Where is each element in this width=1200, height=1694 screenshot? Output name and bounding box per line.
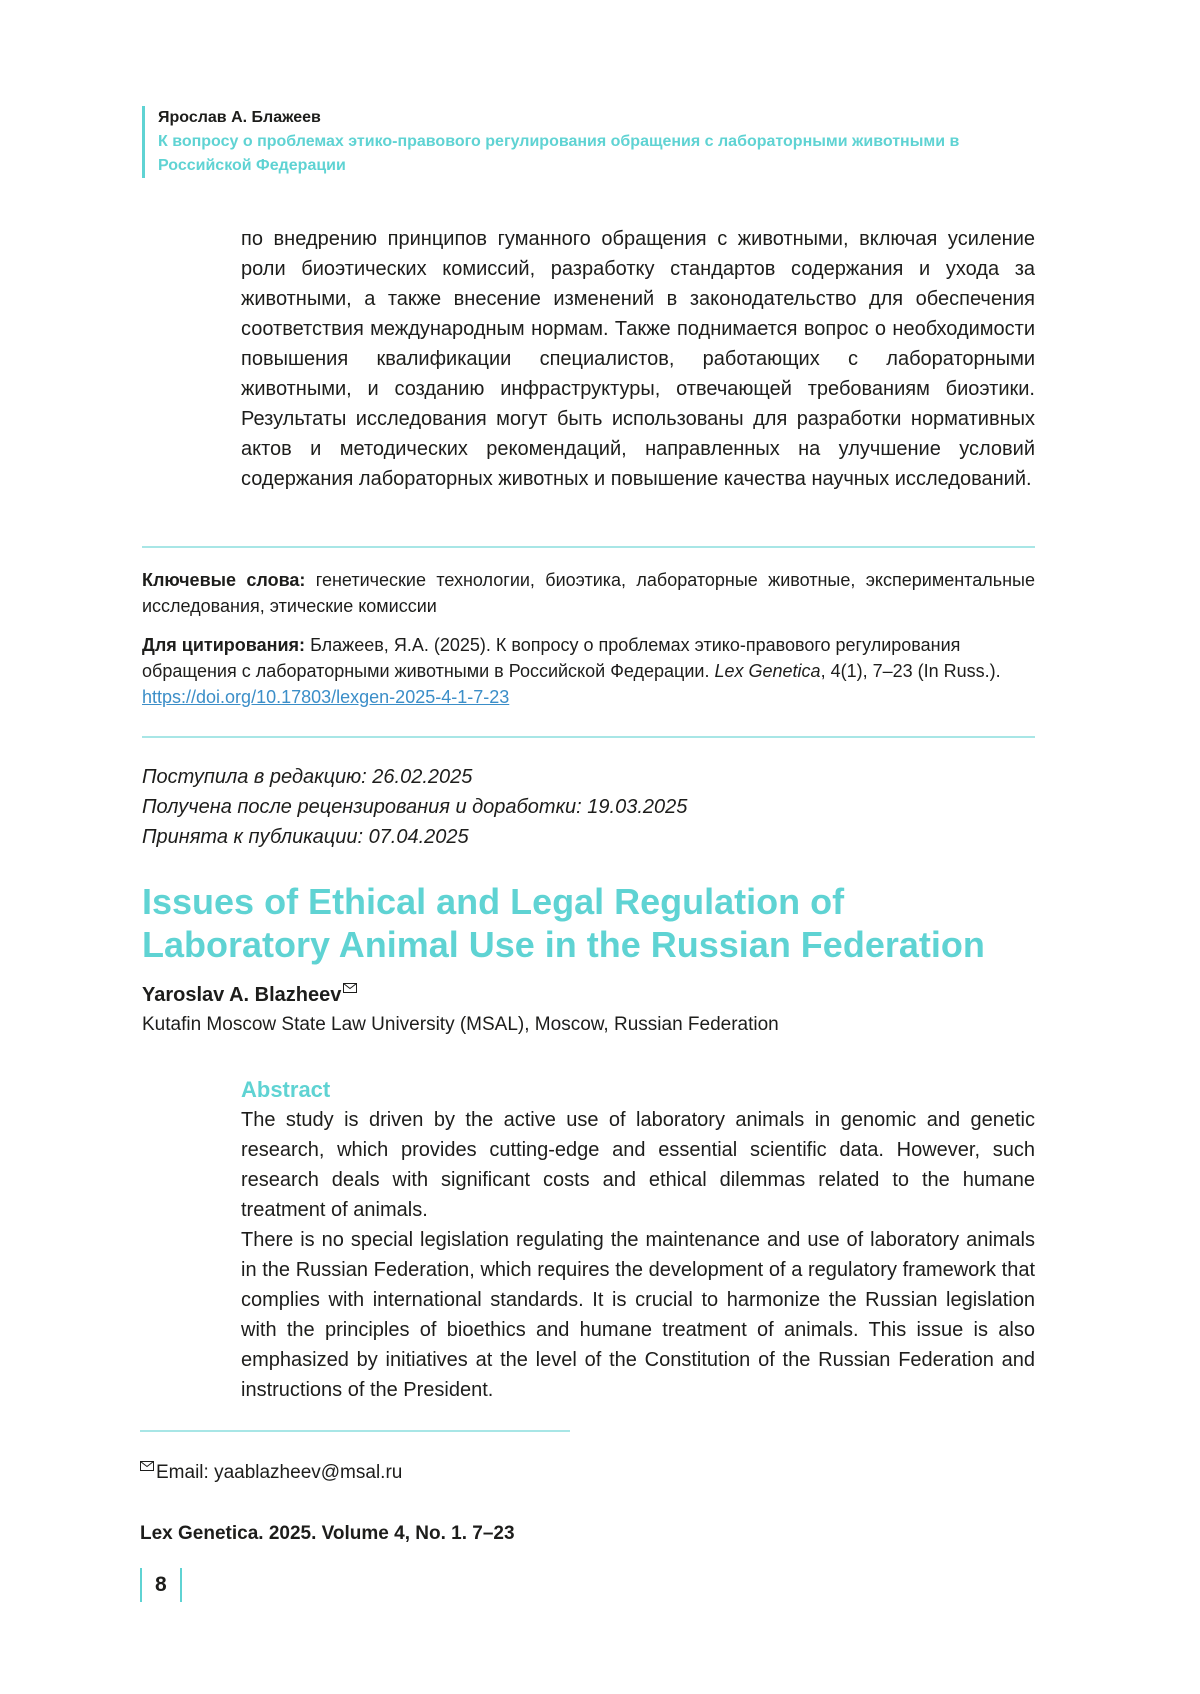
section-divider bbox=[142, 546, 1035, 548]
abstract-ru-continuation: по внедрению принципов гуманного обращения с животными, включая усиление роли биоэтических комиссий, разработку стандартов содержания и ухода за животными, а также внесение изменений в законодательство для обеспечения соответствия международным нормам. Также поднимается вопрос о необходимости повышения квалификации специалистов, работающих с лабораторными животными, и созданию инфраструктуры, отвечающей требованиям биоэтики. Результаты исследования могут быть использованы для разработки нормативных актов и методических рекомендаций, направленных на улучшение условий содержания лабораторных животных и повышение качества научных исследований. bbox=[241, 228, 1035, 490]
author-name: Yaroslav A. Blazheev bbox=[142, 984, 342, 1006]
article-dates bbox=[142, 762, 1035, 852]
date-accepted: Принята к публикации: 07.04.2025 bbox=[142, 826, 469, 848]
running-header-author: Ярослав А. Блажеев bbox=[158, 109, 321, 126]
citation-volume: , 4(1), 7–23 (In Russ.). bbox=[820, 661, 1001, 681]
keywords-text: генетические технологии, биоэтика, лабораторные животные, экспериментальные исследования, этические комиссии bbox=[142, 570, 1035, 616]
envelope-icon bbox=[343, 983, 357, 993]
article-title: Issues of Ethical and Legal Regulation of Laboratory Animal Use in the Russian Federation bbox=[142, 881, 985, 965]
author-affiliation: Kutafin Moscow State Law University (MSAL), Moscow, Russian Federation bbox=[142, 1014, 779, 1035]
running-header-title: К вопросу о проблемах этико-правового регулирования обращения с лабораторными животными в Российской Федерации bbox=[158, 133, 960, 174]
abstract-paragraph: The study is driven by the active use of laboratory animals in genomic and genetic research, which provides cutting-edge and essential scientific data. However, such research deals with significant costs and ethical dilemmas related to the humane treatment of animals. bbox=[241, 1109, 1035, 1221]
footnote-email: Email: yaablazheev@msal.ru bbox=[156, 1462, 403, 1483]
running-header bbox=[142, 106, 1018, 178]
doi-link[interactable]: https://doi.org/10.17803/lexgen-2025-4-1-7-23 bbox=[142, 687, 510, 707]
page-number: 8 bbox=[140, 1568, 182, 1602]
date-received: Поступила в редакцию: 26.02.2025 bbox=[142, 766, 473, 788]
date-revised: Получена после рецензирования и доработки: 19.03.2025 bbox=[142, 796, 688, 818]
section-divider bbox=[142, 736, 1035, 738]
journal-info: Lex Genetica. 2025. Volume 4, No. 1. 7–23 bbox=[140, 1523, 515, 1544]
citation-text: Блажеев, Я.А. (2025). К вопросу о проблемах этико-правового регулирования обращения с лабораторными животными в Российской Федерации. bbox=[142, 635, 961, 681]
citation-label: Для цитирования: bbox=[142, 635, 306, 655]
citation-journal: Lex Genetica bbox=[714, 661, 821, 681]
author-line bbox=[142, 982, 357, 1008]
abstract-paragraph: There is no special legislation regulating the maintenance and use of laboratory animals in the Russian Federation, which requires the development of a regulatory framework that complies with international standards. It is crucial to harmonize the Russian legislation with the principles of bioethics and humane treatment of animals. This issue is also emphasized by initiatives at the level of the Constitution of the Russian Federation and instructions of the President. bbox=[241, 1229, 1035, 1401]
envelope-icon bbox=[140, 1461, 154, 1471]
footnote-divider bbox=[140, 1430, 570, 1432]
footnote bbox=[140, 1460, 402, 1486]
keywords-label: Ключевые слова: bbox=[142, 570, 306, 590]
abstract-heading: Abstract bbox=[241, 1077, 331, 1102]
citation bbox=[142, 632, 1035, 710]
abstract-en bbox=[241, 1105, 1035, 1405]
keywords bbox=[142, 567, 1035, 619]
